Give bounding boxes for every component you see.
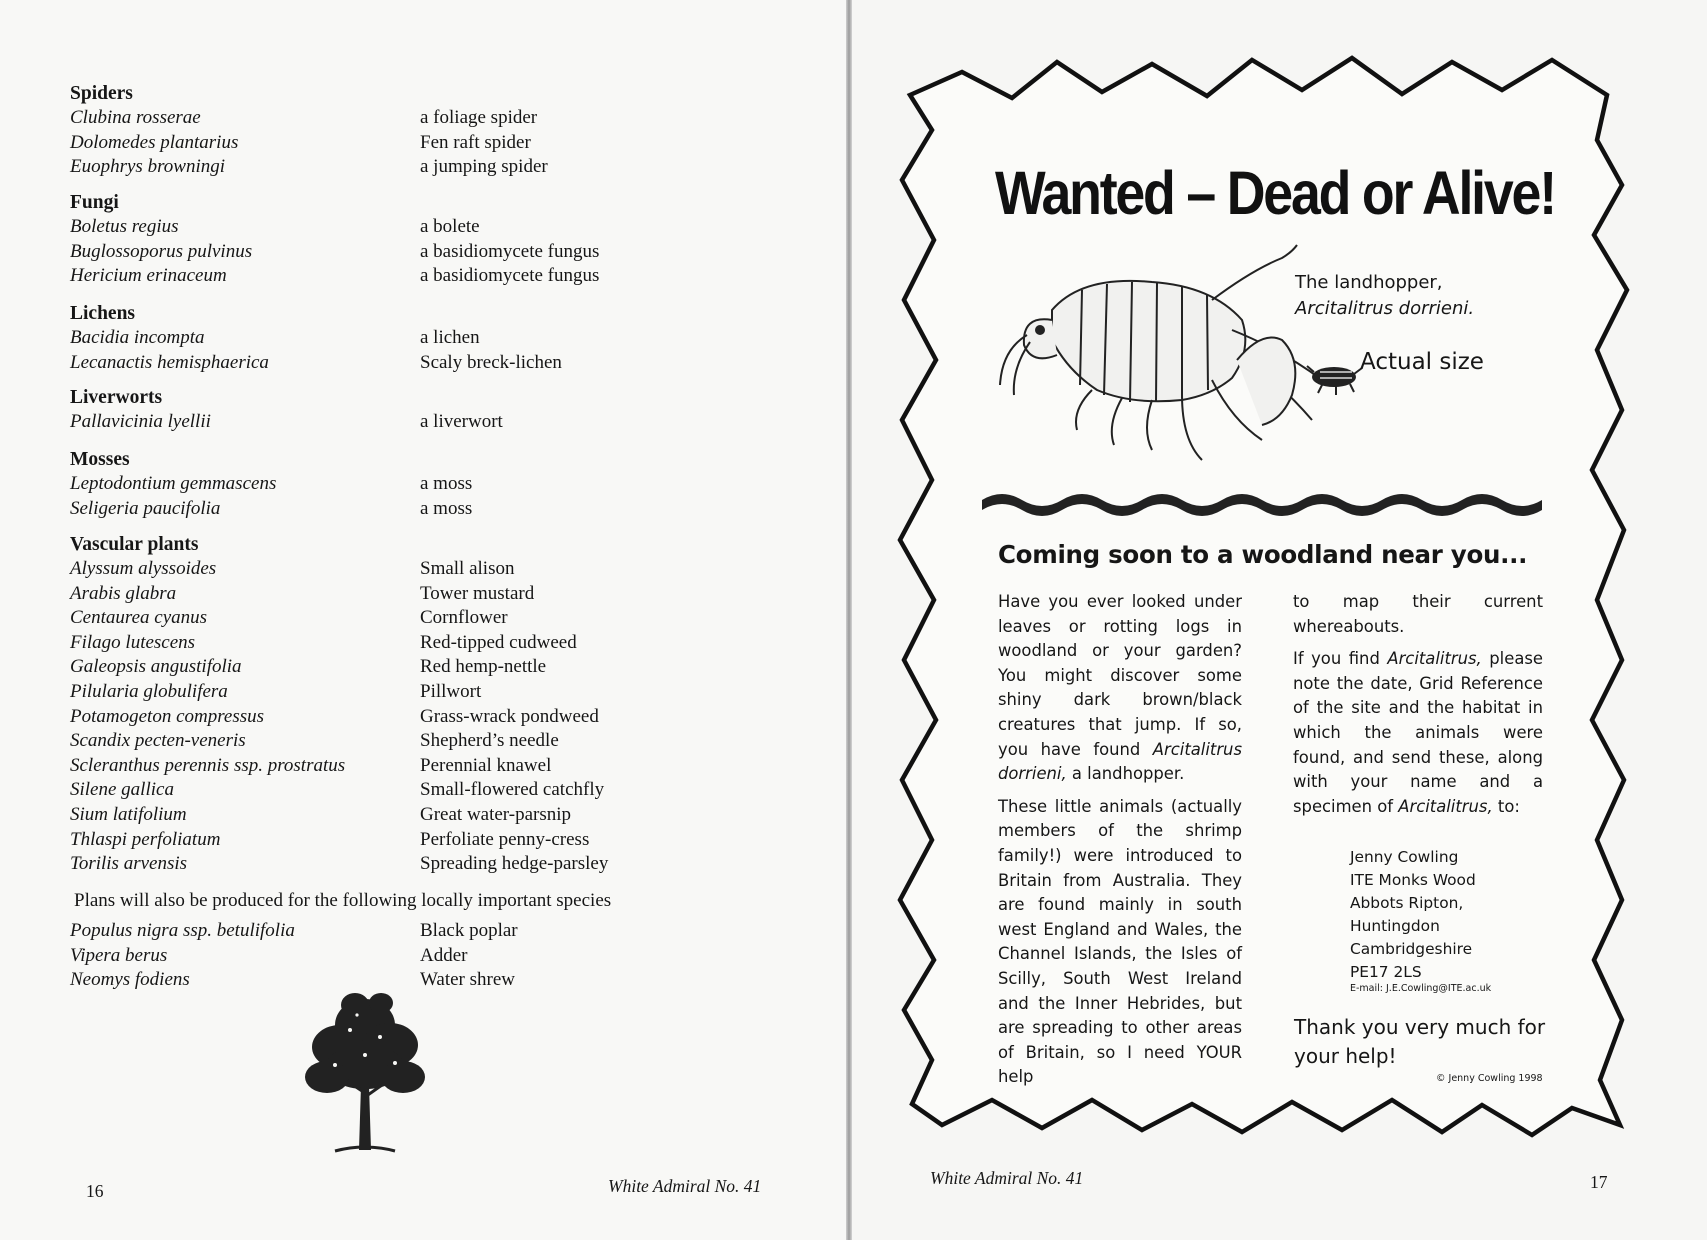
group-heading: Fungi [70,192,119,213]
caption-line-1: The landhopper, [1295,272,1443,293]
species-row [70,778,670,803]
common-name: a basidiomycete fungus [420,265,600,287]
scientific-name: Hericium erinaceum [70,265,227,287]
group-heading: Lichens [70,303,136,324]
scientific-name: Sium latifolium [70,803,187,825]
species-group [70,302,670,375]
address-line: Jenny Cowling [1350,848,1459,866]
poster-subtitle: Coming soon to a woodland near you... [998,540,1528,569]
scientific-name: Potamogeton compressus [70,705,265,727]
species-row [70,828,670,853]
intro-text: Have you ever looked under leaves or rotting logs in woodland or your garden? You might discover some shiny dark brown/black creatures that jump. If so, you have found [998,592,1242,759]
thanks-line: your help! [1294,1044,1397,1068]
scientific-name: Clubina rosserae [70,107,201,128]
species-row [70,410,670,435]
species-row [70,729,670,754]
scientific-name: Alyssum alyssoides [70,558,217,579]
scientific-name: Dolomedes plantarius [70,131,239,153]
common-name: a foliage spider [420,107,538,128]
common-name: Spreading hedge-parsley [420,853,609,875]
scientific-name: Seligeria paucifolia [70,497,221,519]
email-address: E-mail: J.E.Cowling@ITE.ac.uk [1350,983,1492,994]
common-name: a basidiomycete fungus [420,240,600,262]
species-row [70,680,670,705]
address-line: ITE Monks Wood [1350,871,1476,889]
common-name: a liverwort [420,411,503,432]
scientific-name: Scandix pecten-veneris [70,730,246,752]
group-heading: Liverworts [70,387,163,408]
scientific-name: Pallavicinia lyellii [70,411,211,432]
local-species-row [70,919,670,944]
common-name: a jumping spider [420,156,548,178]
left-page [0,0,848,1240]
group-heading: Mosses [70,449,130,470]
common-name: Black poplar [420,920,518,941]
species-row [70,557,670,582]
species-group [70,386,670,435]
common-name: Cornflower [420,607,508,629]
instructions-paragraph [1293,647,1543,819]
common-name: Scaly breck-lichen [420,351,562,373]
species-row [70,326,670,351]
group-heading: Spiders [70,83,133,104]
address-line: Huntingdon [1350,917,1440,935]
scientific-name: Bacidia incompta [70,327,205,348]
address-line: Cambridgeshire [1350,940,1473,958]
common-name: Grass-wrack pondweed [420,705,599,727]
right-page [852,0,1707,1240]
species-row [70,264,670,289]
scientific-name: Pilularia globulifera [70,680,228,702]
common-name: a moss [420,473,473,494]
copyright-notice: © Jenny Cowling 1998 [1436,1073,1543,1084]
species-group [70,82,670,180]
instructions-text: If you find [1293,649,1380,669]
species-group [70,533,670,877]
scientific-name: Neomys fodiens [70,969,190,991]
scientific-name: Boletus regius [70,216,179,237]
scientific-name: Buglossoporus pulvinus [70,240,253,262]
intro-text-end: a landhopper. [1071,764,1185,784]
common-name: Perennial knawel [420,754,552,776]
page-number-left: 16 [86,1181,104,1201]
scientific-name: Vipera berus [70,944,168,966]
page-number-right: 17 [1590,1172,1608,1192]
common-name: Red hemp-nettle [420,656,547,678]
caption-species: Arcitalitrus dorrieni. [1295,298,1475,319]
instructions-text-mid: please note the date, Grid Reference of the site and the habitat in which the animals were found, and send these, along with your name and a specimen of [1293,649,1543,816]
journal-title-left: White Admiral No. 41 [608,1176,762,1196]
journal-title-right: White Admiral No. 41 [930,1168,1084,1188]
species-row [70,754,670,779]
scientific-name: Galeopsis angustifolia [70,656,242,678]
species-row [70,631,670,656]
scientific-name: Leptodontium gemmascens [70,473,277,494]
species-row [70,131,670,156]
thanks-line: Thank you very much for [1294,1015,1546,1039]
common-name: Tower mustard [420,582,535,604]
postal-address [1350,846,1476,984]
common-name: Small alison [420,558,515,579]
scientific-name: Centaurea cyanus [70,607,208,629]
thank-you-note [1294,1013,1545,1071]
species-row [70,155,670,180]
species-row [70,852,670,877]
species-row [70,803,670,828]
common-name: Red-tipped cudweed [420,631,577,653]
scientific-name: Torilis arvensis [70,853,188,875]
scientific-name: Arabis glabra [70,582,177,604]
species-row [70,106,670,131]
poster-title: Wanted – Dead or Alive! [995,159,1555,227]
local-species-list [70,919,670,993]
common-name: Pillwort [420,680,482,702]
common-name: Great water-parsnip [420,803,572,825]
scientific-name: Scleranthus perennis ssp. prostratus [70,754,346,776]
instructions-text-end: to: [1497,796,1520,816]
actual-size-label: Actual size [1360,349,1484,375]
poster-column-left [998,590,1242,1098]
tree-illustration [295,985,435,1165]
group-heading: Vascular plants [70,534,199,555]
common-name: Small-flowered catchfly [420,779,605,801]
scientific-name: Filago lutescens [70,631,196,653]
species-row [70,606,670,631]
local-species-row [70,944,670,969]
species-row [70,655,670,680]
common-name: Perfoliate penny-cress [420,828,590,850]
distribution-paragraph: These little animals (actually members of the shrimp family!) were introduced to Britain from Australia. They are found mainly in south west England and Wales, the Channel Islands, the Isles of Scilly, South West Ireland and the Inner Hebrides, but are spreading to other areas of Britain, so I need YOUR help [998,796,1242,1087]
scientific-name: Silene gallica [70,779,174,801]
species-row [70,705,670,730]
species-row [70,582,670,607]
scientific-name: Euophrys browningi [70,156,225,178]
species-name: Arcitalitrus, [1387,649,1482,669]
common-name: a lichen [420,327,480,348]
species-row [70,472,670,497]
species-row [70,351,670,376]
common-name: a moss [420,497,473,519]
species-group [70,191,670,289]
species-row [70,240,670,265]
intro-paragraph [998,590,1242,787]
species-row [70,497,670,522]
species-row [70,215,670,240]
common-name: Adder [420,944,468,966]
species-name: Arcitalitrus, [1398,796,1493,816]
scientific-name: Lecanactis hemisphaerica [70,351,269,373]
species-group [70,448,670,521]
poster-column-right [1293,590,1543,827]
common-name: Water shrew [420,969,516,991]
scientific-name: Thlaspi perfoliatum [70,828,221,850]
address-line: Abbots Ripton, [1350,894,1464,912]
common-name: Shepherd’s needle [420,730,559,752]
common-name: Fen raft spider [420,131,531,153]
scientific-name: Populus nigra ssp. betulifolia [70,920,295,941]
map-paragraph: to map their current whereabouts. [1293,592,1543,636]
illustration-caption [1295,270,1474,322]
species-name: Arcitalitrus dorrieni, [998,739,1242,784]
address-line: PE17 2LS [1350,963,1422,981]
common-name: a bolete [420,216,480,237]
local-species-intro: Plans will also be produced for the following locally important species [74,890,612,911]
